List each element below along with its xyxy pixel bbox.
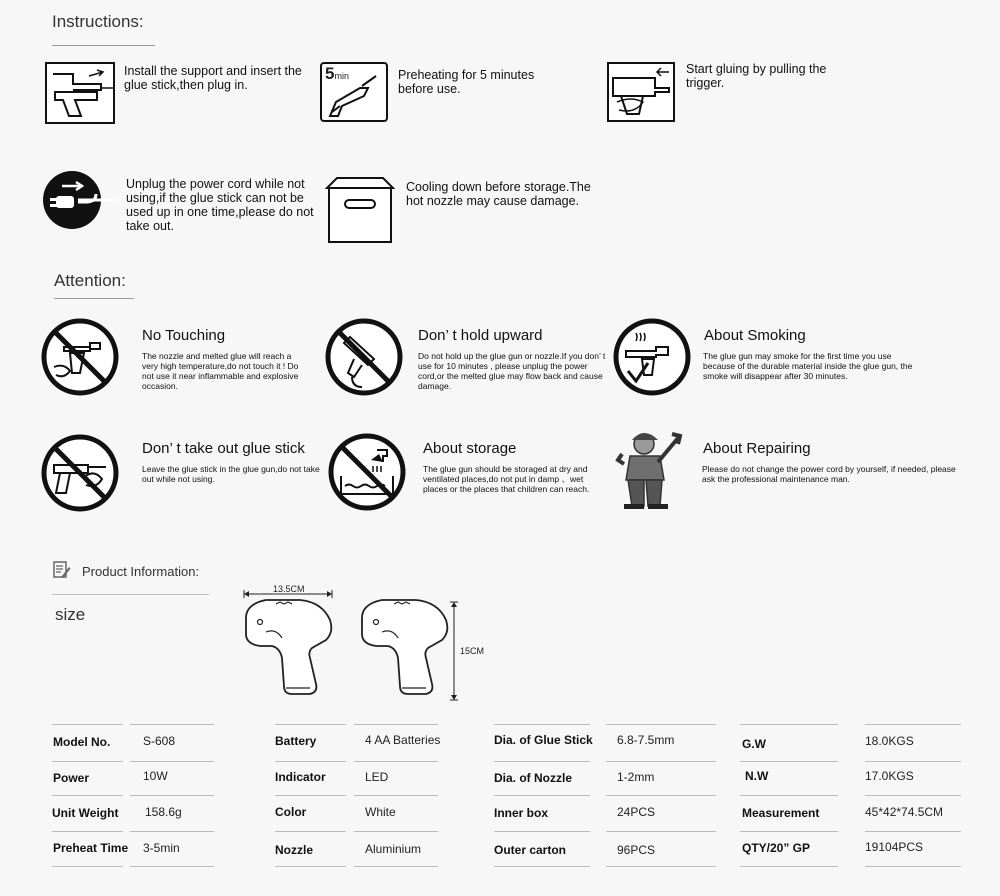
spec-label: Indicator	[275, 770, 326, 784]
no-damp-icon	[327, 432, 407, 512]
no-touching-icon	[40, 317, 120, 397]
spec-divider-line	[494, 795, 590, 796]
spec-divider-line	[130, 761, 214, 762]
storage-box-icon	[325, 174, 395, 244]
spec-divider-line	[354, 761, 438, 762]
spec-label: Model No.	[53, 735, 111, 749]
attention-item-title: About Repairing	[703, 440, 811, 457]
spec-value: 4 AA Batteries	[365, 733, 441, 747]
instruction-step-text: Start gluing by pulling the trigger.	[686, 62, 827, 90]
spec-divider-line	[606, 831, 716, 832]
spec-divider-line	[52, 866, 123, 867]
spec-divider-line	[275, 761, 346, 762]
spec-divider-line	[494, 761, 590, 762]
spec-divider-line	[275, 724, 346, 725]
spec-label: Measurement	[742, 806, 820, 820]
preheat-badge: 5min	[325, 64, 349, 83]
spec-value: 1-2mm	[617, 770, 655, 784]
spec-divider-line	[275, 831, 346, 832]
spec-divider-line	[130, 795, 214, 796]
spec-value: White	[365, 805, 396, 819]
glue-gun-insert-icon	[45, 62, 115, 124]
spec-divider-line	[494, 866, 590, 867]
spec-divider-line	[494, 831, 590, 832]
instruction-step-text: Unplug the power cord while not using,if the glue stick can not be used up in one time,please do not take out.	[126, 177, 314, 233]
unplug-icon	[42, 170, 116, 230]
spec-value: 18.0KGS	[865, 734, 914, 748]
spec-divider-line	[740, 831, 838, 832]
spec-divider-line	[354, 866, 438, 867]
spec-divider-line	[494, 724, 590, 725]
spec-value: LED	[365, 770, 389, 784]
spec-divider-line	[740, 866, 838, 867]
spec-divider-line	[606, 761, 716, 762]
spec-value: 158.6g	[145, 805, 182, 819]
instructions-title: Instructions:	[52, 12, 144, 31]
spec-divider-line	[130, 866, 214, 867]
no-upward-icon	[324, 317, 404, 397]
spec-divider-line	[865, 866, 961, 867]
spec-label: G.W	[742, 737, 766, 751]
spec-divider-line	[52, 795, 123, 796]
attention-item-text: Please do not change the power cord by yourself, if needed, please ask the professional maintenance man.	[702, 464, 956, 484]
attention-item-text: Leave the glue stick in the glue gun,do not take out while not using.	[142, 464, 320, 484]
repairman-icon	[614, 428, 684, 510]
spec-divider-line	[52, 724, 123, 725]
spec-value: 96PCS	[617, 843, 656, 857]
attention-title: Attention:	[54, 271, 126, 290]
attention-item-text: The glue gun should be storaged at dry and ventilated places,do not put in damp 、wet places or the places that children can reach.	[423, 464, 590, 494]
spec-label: Nozzle	[275, 843, 314, 857]
spec-value: Aluminium	[365, 842, 422, 856]
spec-divider-line	[354, 724, 438, 725]
spec-label: Outer carton	[494, 843, 567, 857]
width-dimension-label: 13.5CM	[273, 584, 305, 594]
spec-value: 19104PCS	[865, 840, 924, 854]
attention-item-text: The nozzle and melted glue will reach a very high temperature,do not touch it ! Do not use it near inflammable and explosive occasion.	[142, 351, 299, 391]
attention-item-text: Do not hold up the glue gun or nozzle.If you don’ t use for 10 minutes , please unplug the power cord,or the melted glue may flow back and cause damage.	[418, 351, 606, 391]
spec-value: 17.0KGS	[865, 769, 914, 783]
spec-divider-line	[354, 795, 438, 796]
spec-label: Battery	[275, 734, 317, 748]
spec-divider-line	[740, 795, 838, 796]
spec-divider-line	[740, 761, 838, 762]
spec-divider-line	[865, 761, 961, 762]
spec-label: N.W	[745, 769, 769, 783]
spec-value: 24PCS	[617, 805, 656, 819]
spec-label: Dia. of Nozzle	[494, 771, 573, 785]
spec-label: Unit Weight	[52, 806, 119, 820]
spec-divider-line	[130, 724, 214, 725]
height-dimension-label: 15CM	[460, 646, 485, 656]
spec-divider-line	[275, 795, 346, 796]
spec-divider-line	[52, 761, 123, 762]
spec-label: Dia. of Glue Stick	[494, 733, 593, 747]
attention-item-text: The glue gun may smoke for the first time you use because of the durable material inside the glue gun, the smoke will disappear after 30 minutes.	[703, 351, 913, 381]
smoking-check-icon	[612, 317, 692, 397]
spec-divider-line	[865, 724, 961, 725]
spec-divider-line	[354, 831, 438, 832]
trigger-pull-icon	[607, 62, 675, 122]
spec-value: S-608	[143, 734, 176, 748]
instructions-rule	[52, 45, 155, 46]
spec-label: Preheat Time	[53, 841, 129, 855]
instruction-step-text: Cooling down before storage.The hot nozzle may cause damage.	[406, 180, 591, 208]
spec-divider-line	[130, 831, 214, 832]
spec-label: Inner box	[494, 806, 549, 820]
attention-item-title: About storage	[423, 440, 517, 457]
spec-value: 6.8-7.5mm	[617, 733, 675, 747]
spec-label: Power	[53, 771, 90, 785]
attention-item-title: About Smoking	[704, 327, 806, 344]
spec-label: Color	[275, 805, 307, 819]
attention-item-title: Don’ t hold upward	[418, 327, 543, 344]
spec-divider-line	[606, 866, 716, 867]
spec-divider-line	[740, 724, 838, 725]
instruction-step-text: Install the support and insert the glue stick,then plug in.	[124, 64, 302, 92]
spec-divider-line	[606, 724, 716, 725]
spec-label: QTY/20” GP	[742, 841, 811, 855]
attention-item-title: Don’ t take out glue stick	[142, 440, 305, 457]
size-label: size	[55, 605, 86, 624]
attention-item-title: No Touching	[142, 327, 226, 344]
glue-gun-side-drawing	[238, 580, 478, 705]
spec-divider-line	[865, 831, 961, 832]
no-take-out-icon	[40, 433, 120, 513]
product-info-rule	[52, 594, 209, 595]
product-info-title: Product Information:	[82, 564, 200, 579]
spec-divider-line	[606, 795, 716, 796]
attention-rule	[54, 298, 134, 299]
spec-value: 3-5min	[143, 841, 180, 855]
spec-divider-line	[865, 795, 961, 796]
spec-divider-line	[52, 831, 123, 832]
instruction-step-text: Preheating for 5 minutes before use.	[398, 68, 535, 96]
document-edit-icon	[53, 561, 71, 579]
spec-value: 10W	[143, 769, 168, 783]
spec-divider-line	[275, 866, 346, 867]
spec-value: 45*42*74.5CM	[865, 805, 944, 819]
